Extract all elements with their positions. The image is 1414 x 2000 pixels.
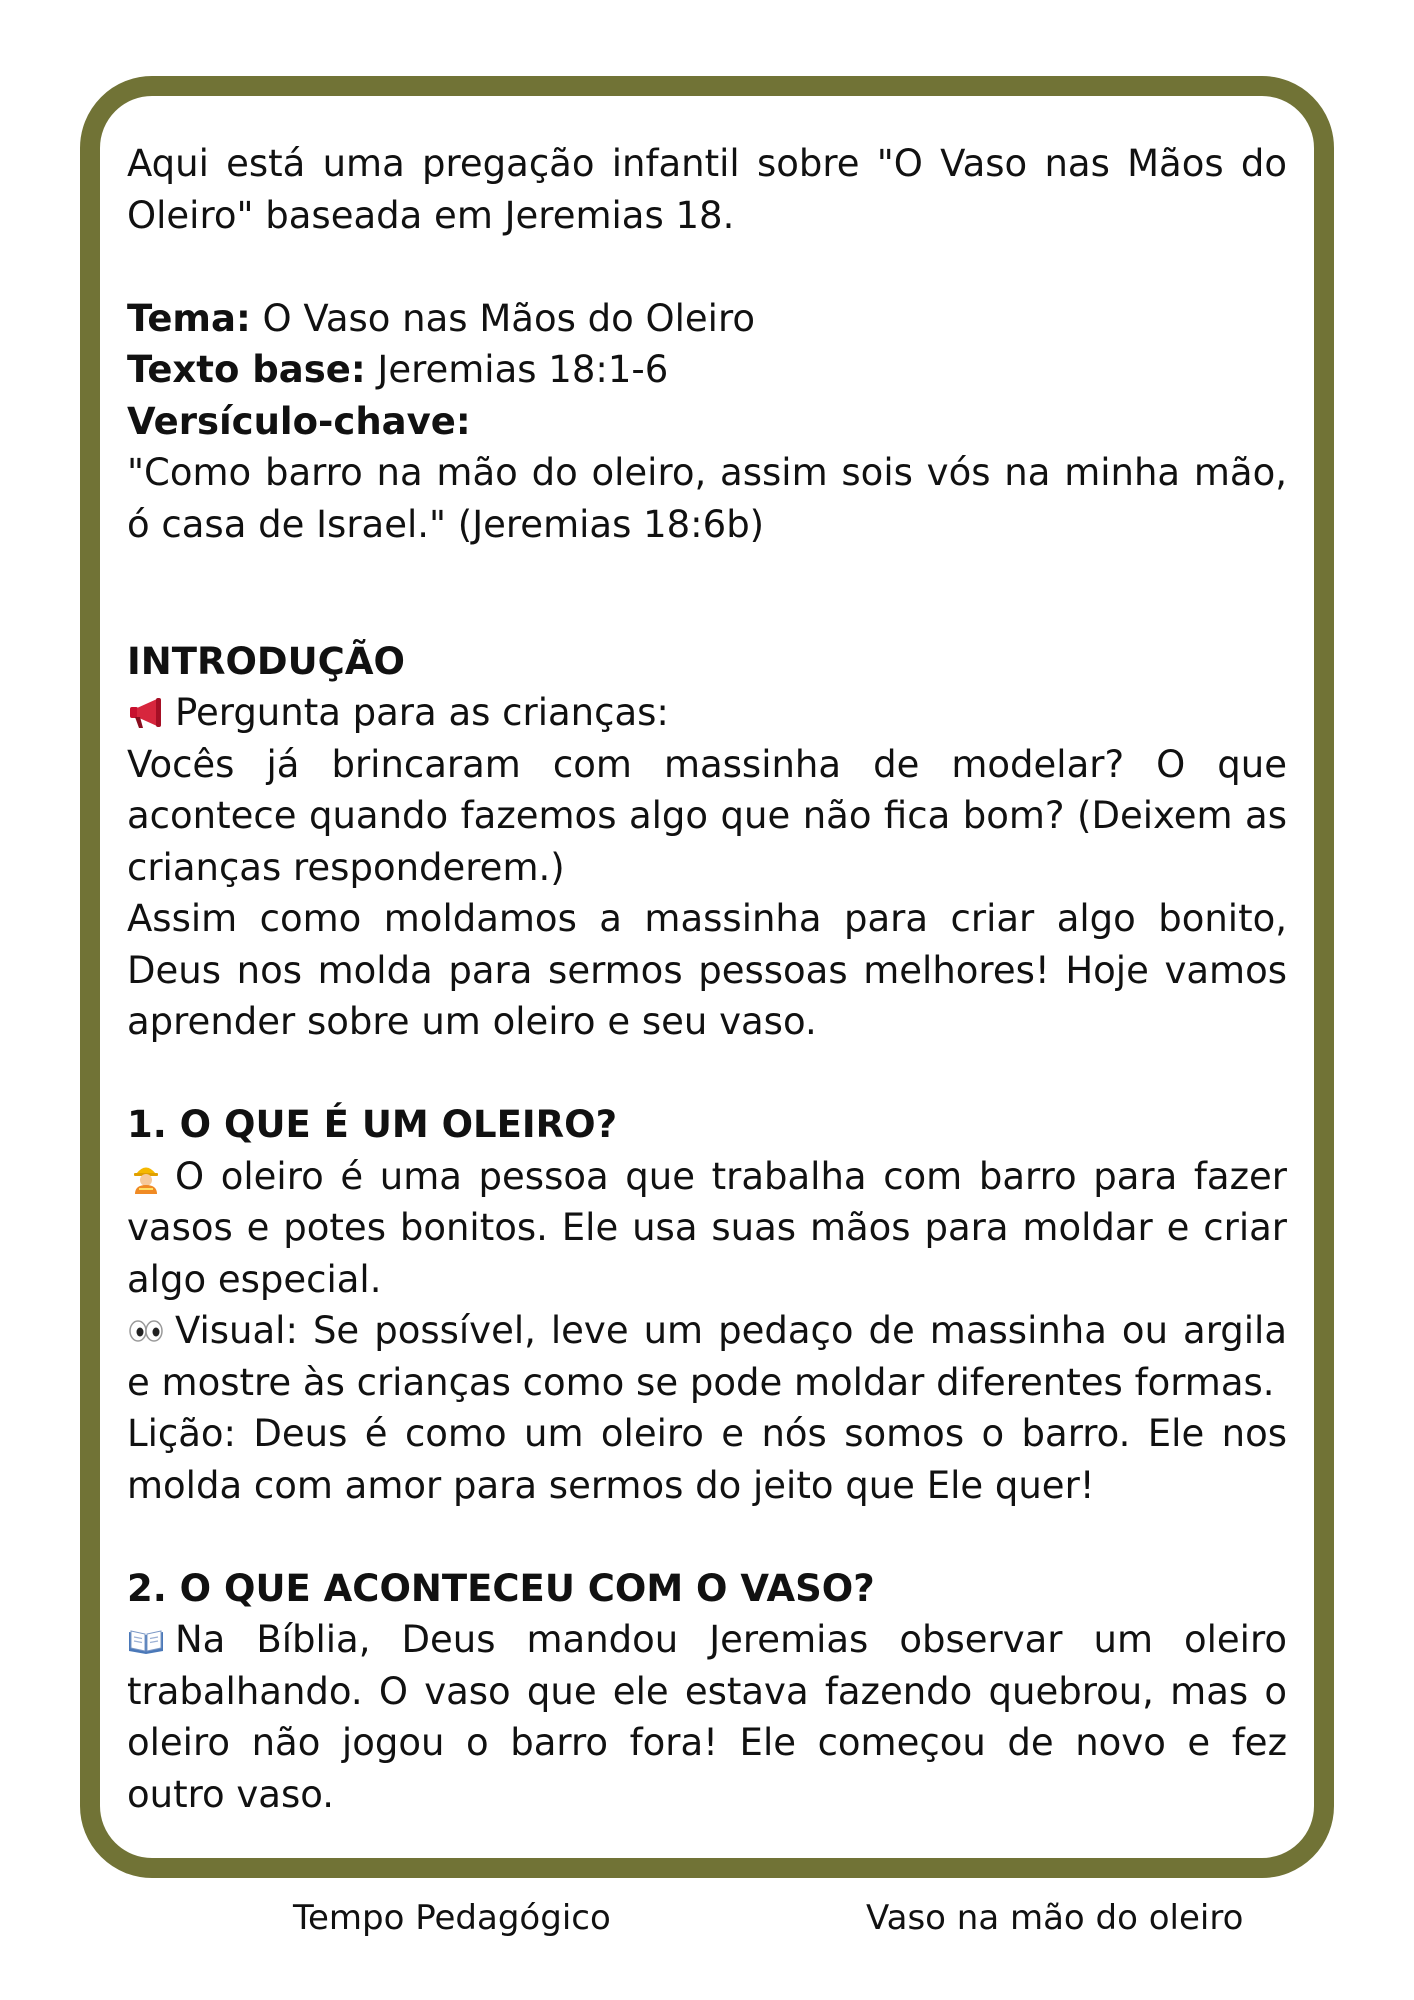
section1-visual-line	[127, 1305, 1287, 1408]
spacer	[127, 1048, 1287, 1100]
tema-value: O Vaso nas Mãos do Oleiro	[250, 296, 755, 340]
section1-visual: Visual: Se possível, leve um pedaço de massinha ou argila e mostre às crianças como se pode moldar diferentes formas.	[127, 1309, 1287, 1404]
versiculo-label: Versículo-chave:	[127, 399, 471, 443]
intro-text: Aqui está uma pregação infantil sobre "O Vaso nas Mãos do Oleiro" baseada em Jeremias 18.	[127, 142, 1287, 237]
versiculo-quote: "Como barro na mão do oleiro, assim sois vós na minha mão, ó casa de Israel." (Jeremias 18:6b)	[127, 451, 1287, 546]
section1-heading: 1. O QUE É UM OLEIRO?	[127, 1103, 618, 1146]
eyes-icon	[127, 1314, 165, 1348]
open-book-icon	[127, 1623, 165, 1657]
texto-base-label: Texto base:	[127, 348, 366, 391]
introducao-prompt-line	[127, 687, 1287, 739]
introducao-prompt: Pergunta para as crianças:	[175, 691, 669, 734]
footer-left-text: Tempo Pedagógico	[293, 1898, 611, 1938]
spacer	[127, 1511, 1287, 1563]
spacer	[127, 550, 1287, 602]
spacer	[127, 241, 1287, 293]
introducao-heading: INTRODUÇÃO	[127, 639, 405, 683]
spacer	[127, 602, 1287, 636]
section1-description-line	[127, 1151, 1287, 1306]
megaphone-icon	[127, 696, 165, 730]
texto-base-line	[127, 344, 1287, 396]
texto-base-value: Jeremias 18:1-6	[365, 348, 669, 391]
introducao-question: Vocês já brincaram com massinha de modelar? O que acontece quando fazemos algo que não fica bom? (Deixem as crianças responderem.)	[127, 742, 1287, 889]
introducao-paragraph: Assim como moldamos a massinha para criar algo bonito, Deus nos molda para sermos pessoas melhores! Hoje vamos aprender sobre um oleiro e seu vaso.	[127, 897, 1287, 1043]
sermon-content	[127, 138, 1287, 1820]
footer-right-text: Vaso na mão do oleiro	[866, 1898, 1244, 1938]
section2-text: Na Bíblia, Deus mandou Jeremias observar um oleiro trabalhando. O vaso que ele estava fazendo quebrou, mas o oleiro não jogou o barro fora! Ele começou de novo e fez outro vaso.	[127, 1618, 1287, 1816]
section1-description: O oleiro é uma pessoa que trabalha com barro para fazer vasos e potes bonitos. Ele usa suas mãos para moldar e criar algo especial.	[127, 1154, 1287, 1301]
section1-licao: Lição: Deus é como um oleiro e nós somos o barro. Ele nos molda com amor para sermos do jeito que Ele quer!	[127, 1412, 1287, 1507]
section2-heading: 2. O QUE ACONTECEU COM O VASO?	[127, 1566, 875, 1610]
construction-worker-icon	[127, 1160, 165, 1194]
tema-line	[127, 293, 1287, 345]
tema-label: Tema:	[127, 296, 251, 340]
section2-text-line	[127, 1614, 1287, 1820]
